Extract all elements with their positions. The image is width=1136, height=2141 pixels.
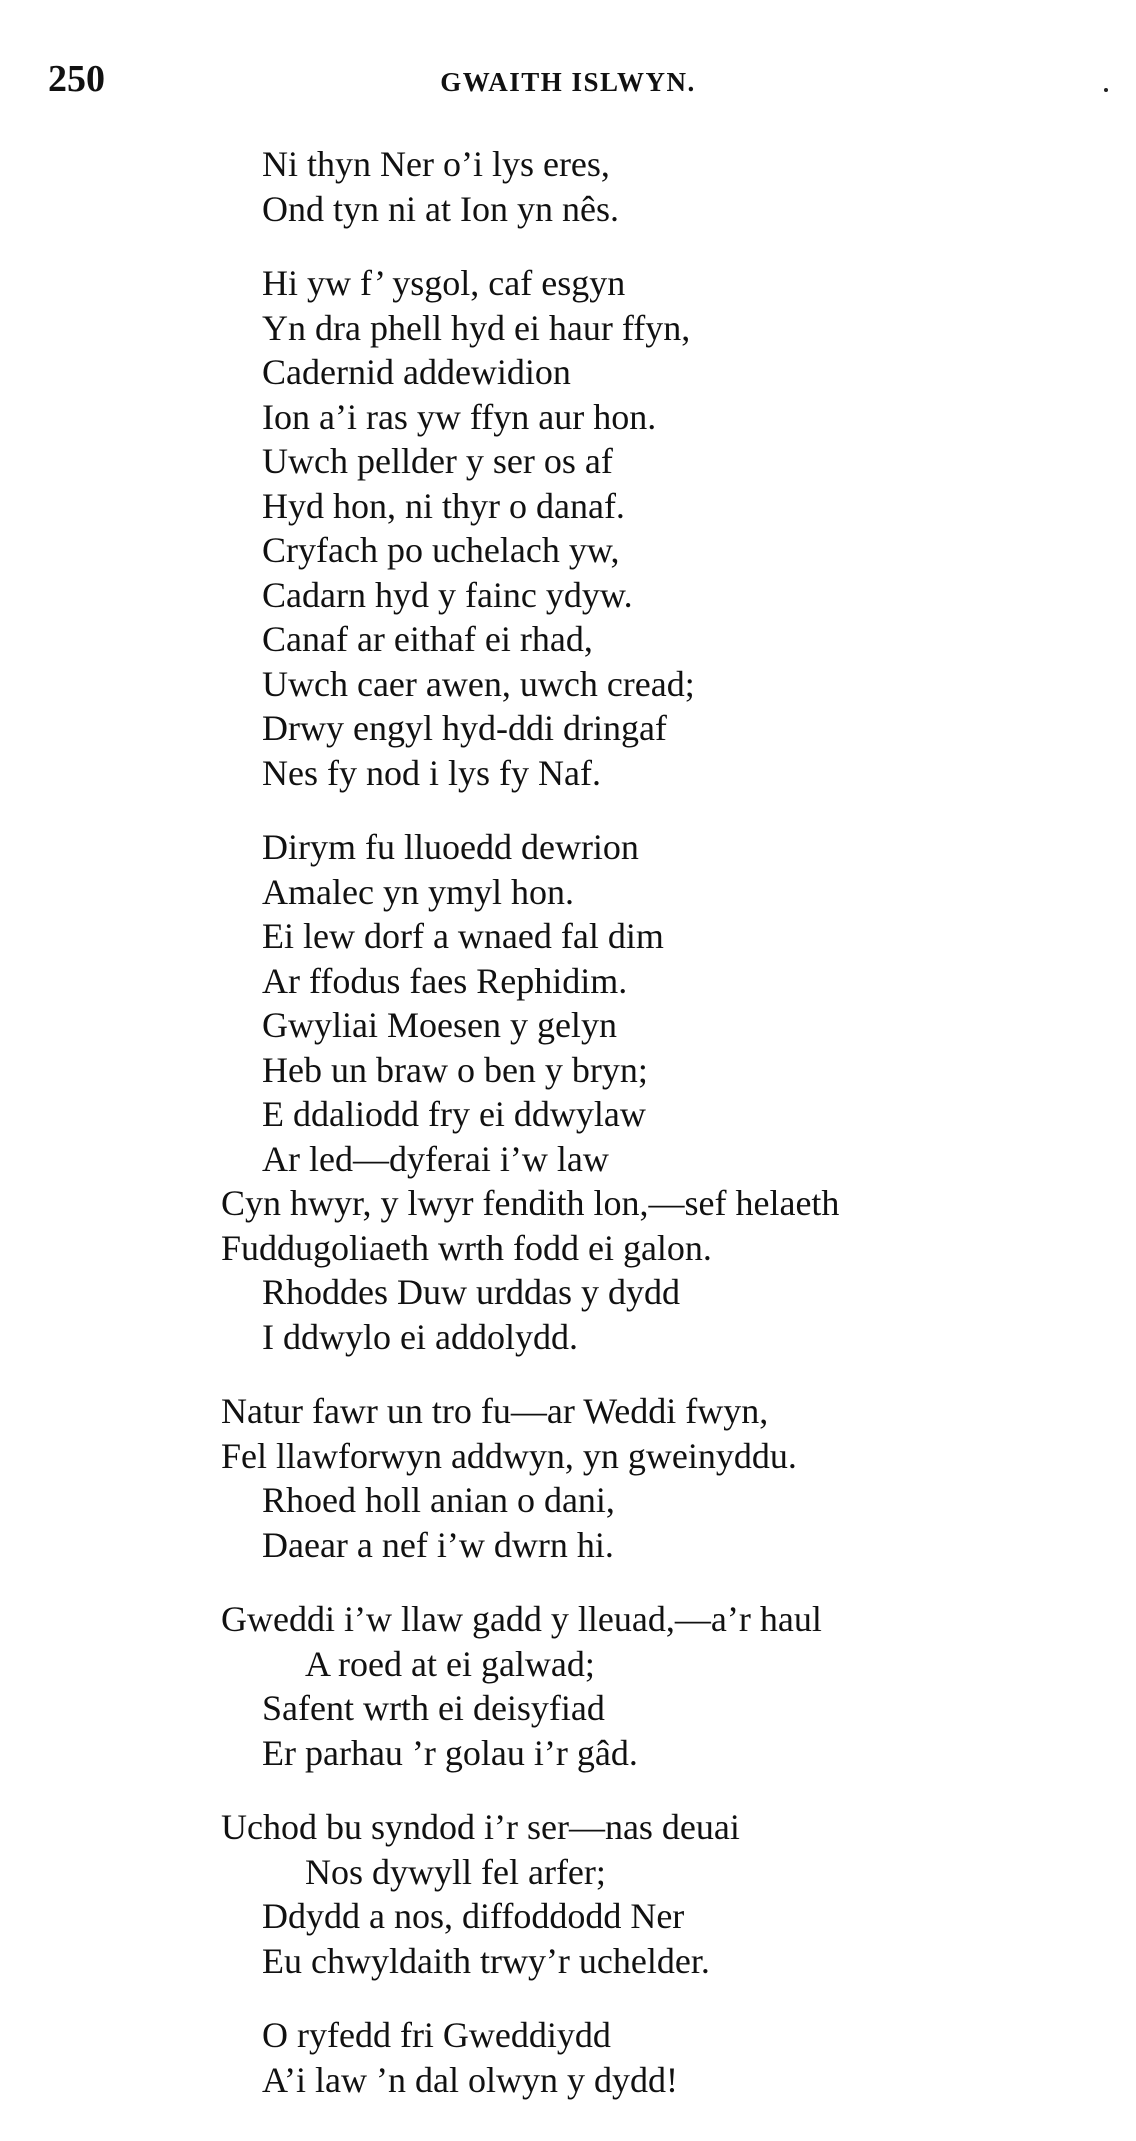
poem-line: Ni thyn Ner o’i lys eres, [262,144,610,184]
poem-line: Safent wrth ei deisyfiad [262,1688,605,1728]
poem-line: A roed at ei galwad; [305,1643,595,1684]
poem-line: O ryfedd fri Gweddiydd [262,2015,611,2055]
poem-line: Ond tyn ni at Ion yn nês. [262,188,619,229]
poem-line: Ar ffodus faes Rephidim. [262,960,628,1001]
poem-line: Er parhau ’r golau i’r gâd. [262,1732,638,1773]
poem-line: Fuddugoliaeth wrth fodd ei galon. [221,1227,712,1268]
poem-line: Daear a nef i’w dwrn hi. [262,1524,614,1565]
stanza [0,142,1136,231]
poem-line: Heb un braw o ben y bryn; [262,1049,648,1090]
stanza [0,825,1136,1359]
poem-line: Natur fawr un tro fu—ar Weddi fwyn, [221,1391,769,1431]
poem-line: Ei lew dorf a wnaed fal dim [262,916,664,956]
poem-line: Canaf ar eithaf ei rhad, [262,619,593,659]
running-title: GWAITH ISLWYN. [440,67,696,97]
stanza [0,1805,1136,1983]
poem-line: Ar led—dyferai i’w law [262,1138,609,1179]
poem-line: Cryfach po uchelach yw, [262,530,620,570]
stanza [0,261,1136,795]
poem-body [0,142,1136,2132]
poem-line: Yn dra phell hyd ei haur ffyn, [262,307,691,348]
poem-line: Cyn hwyr, y lwyr fendith lon,—sef helaeth [221,1183,840,1223]
poem-line: Nes fy nod i lys fy Naf. [262,752,601,793]
poem-line: Ddydd a nos, diffoddodd Ner [262,1896,685,1936]
poem-line: Uwch pellder y ser os af [262,441,613,481]
poem-line: Gwyliai Moesen y gelyn [262,1005,617,1045]
poem-line: Ion a’i ras yw ffyn aur hon. [262,396,657,437]
poem-line: E ddaliodd fry ei ddwylaw [262,1094,646,1134]
poem-line: Amalec yn ymyl hon. [262,871,574,912]
poem-line: Gweddi i’w llaw gadd y lleuad,—a’r haul [221,1599,822,1639]
poem-line: Eu chwyldaith trwy’r uchelder. [262,1940,710,1981]
poem-line: Rhoddes Duw urddas y dydd [262,1272,680,1312]
stanza [0,1389,1136,1567]
poem-line: Uwch caer awen, uwch cread; [262,663,695,704]
poem-line: Uchod bu syndod i’r ser—nas deuai [221,1807,740,1847]
page-number: 250 [48,58,105,100]
poem-line: Rhoed holl anian o dani, [262,1480,615,1520]
stanza [0,1597,1136,1775]
poem-line: I ddwylo ei addolydd. [262,1316,578,1357]
stanza [0,2013,1136,2102]
poem-line: Hi yw f’ ysgol, caf esgyn [262,263,626,303]
poem-line: Cadarn hyd y fainc ydyw. [262,574,633,615]
poem-line: A’i law ’n dal olwyn y dydd! [262,2059,678,2100]
poem-line: Dirym fu lluoedd dewrion [262,827,639,867]
poem-line: Fel llawforwyn addwyn, yn gweinyddu. [221,1435,797,1476]
poem-line: Cadernid addewidion [262,352,571,392]
poem-line: Drwy engyl hyd-ddi dringaf [262,708,667,748]
print-speck [1104,88,1108,92]
poem-line: Nos dywyll fel arfer; [305,1851,606,1892]
poem-line: Hyd hon, ni thyr o danaf. [262,485,625,526]
